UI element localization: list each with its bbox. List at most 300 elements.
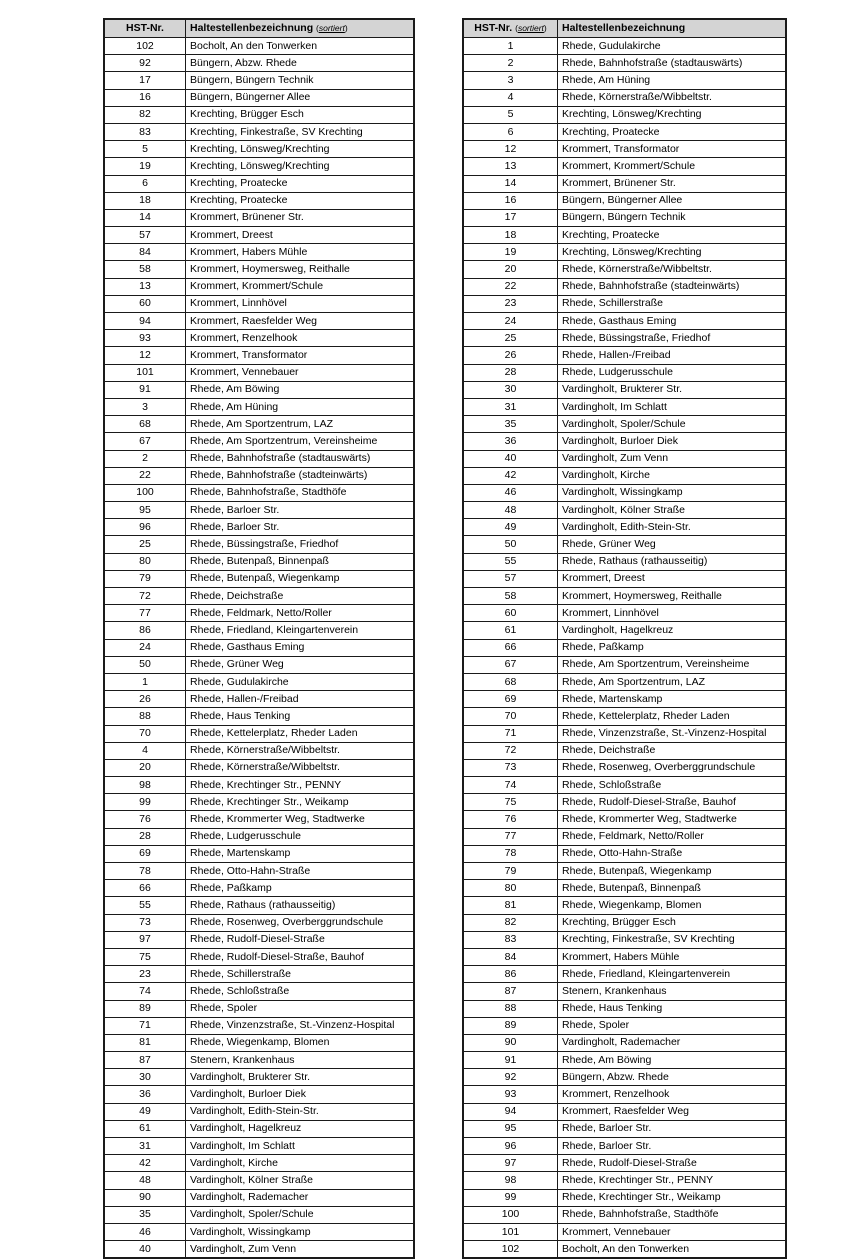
table-row[interactable] — [463, 639, 786, 656]
table-row[interactable] — [463, 777, 786, 794]
cell-hst-nr: 75 — [463, 794, 558, 811]
cell-hst-nr: 96 — [463, 1138, 558, 1155]
table-row[interactable] — [463, 1172, 786, 1189]
table-row[interactable] — [463, 175, 786, 192]
cell-hst-nr: 97 — [104, 931, 186, 948]
table-row[interactable] — [463, 1052, 786, 1069]
table-row[interactable] — [463, 55, 786, 72]
table-row[interactable] — [104, 691, 414, 708]
table-row[interactable] — [463, 931, 786, 948]
cell-hst-nr: 79 — [463, 863, 558, 880]
table-row[interactable] — [463, 330, 786, 347]
table-body — [104, 38, 414, 1259]
cell-stop-name: Rhede, Ludgerusschule — [186, 828, 415, 845]
table-row[interactable] — [463, 725, 786, 742]
table-row[interactable] — [104, 1155, 414, 1172]
cell-stop-name: Krommert, Transformator — [186, 347, 415, 364]
table-row[interactable] — [104, 622, 414, 639]
cell-hst-nr: 46 — [463, 484, 558, 501]
table-row[interactable] — [104, 106, 414, 123]
cell-hst-nr: 99 — [463, 1189, 558, 1206]
table-row[interactable] — [463, 673, 786, 690]
cell-hst-nr: 19 — [463, 244, 558, 261]
cell-stop-name: Krommert, Renzelhook — [186, 330, 415, 347]
table-row[interactable] — [463, 536, 786, 553]
cell-stop-name: Rhede, Friedland, Kleingartenverein — [186, 622, 415, 639]
table-row[interactable] — [463, 381, 786, 398]
cell-stop-name: Rhede, Otto-Hahn-Straße — [186, 863, 415, 880]
column-header-hst-nr[interactable] — [104, 19, 186, 38]
table-row[interactable] — [104, 278, 414, 295]
cell-hst-nr: 19 — [104, 158, 186, 175]
table-row[interactable] — [463, 1069, 786, 1086]
table-row[interactable] — [463, 622, 786, 639]
table-row[interactable] — [104, 55, 414, 72]
column-header-stop-name-sorted-note: (sortiert) — [316, 23, 348, 33]
cell-stop-name: Büngern, Büngern Technik — [186, 72, 415, 89]
cell-stop-name: Rhede, Paßkamp — [558, 639, 787, 656]
table-row[interactable] — [463, 948, 786, 965]
cell-stop-name: Krommert, Dreest — [186, 227, 415, 244]
cell-stop-name: Rhede, Gudulakirche — [558, 38, 787, 55]
cell-stop-name: Rhede, Am Sportzentrum, Vereinsheime — [186, 433, 415, 450]
cell-hst-nr: 74 — [104, 983, 186, 1000]
cell-stop-name: Krommert, Linnhövel — [186, 295, 415, 312]
cell-stop-name: Krechting, Lönsweg/Krechting — [558, 244, 787, 261]
table-row[interactable] — [104, 244, 414, 261]
table-row[interactable] — [104, 1000, 414, 1017]
cell-stop-name: Rhede, Krechtinger Str., PENNY — [558, 1172, 787, 1189]
cell-hst-nr: 89 — [463, 1017, 558, 1034]
cell-stop-name: Bocholt, An den Tonwerken — [558, 1241, 787, 1259]
cell-stop-name: Rhede, Gasthaus Eming — [558, 313, 787, 330]
cell-stop-name: Vardingholt, Hagelkreuz — [558, 622, 787, 639]
cell-hst-nr: 90 — [463, 1034, 558, 1051]
cell-hst-nr: 31 — [463, 398, 558, 415]
cell-stop-name: Vardingholt, Edith-Stein-Str. — [558, 519, 787, 536]
cell-stop-name: Rhede, Rathaus (rathausseitig) — [558, 553, 787, 570]
cell-stop-name: Krechting, Lönsweg/Krechting — [186, 141, 415, 158]
table-row[interactable] — [104, 141, 414, 158]
cell-stop-name: Vardingholt, Spoler/Schule — [558, 416, 787, 433]
table-row[interactable] — [104, 467, 414, 484]
cell-stop-name: Rhede, Büssingstraße, Friedhof — [186, 536, 415, 553]
table-row[interactable] — [463, 433, 786, 450]
table-row[interactable] — [104, 1017, 414, 1034]
cell-hst-nr: 13 — [104, 278, 186, 295]
table-row[interactable] — [104, 570, 414, 587]
cell-hst-nr: 70 — [104, 725, 186, 742]
cell-hst-nr: 55 — [463, 553, 558, 570]
cell-stop-name: Rhede, Krommerter Weg, Stadtwerke — [186, 811, 415, 828]
cell-stop-name: Rhede, Barloer Str. — [186, 519, 415, 536]
cell-stop-name: Krommert, Vennebauer — [558, 1223, 787, 1240]
cell-hst-nr: 84 — [104, 244, 186, 261]
cell-stop-name: Rhede, Rudolf-Diesel-Straße, Bauhof — [558, 794, 787, 811]
cell-hst-nr: 35 — [104, 1206, 186, 1223]
table-row[interactable] — [463, 123, 786, 140]
table-row[interactable] — [463, 1103, 786, 1120]
table-row[interactable] — [104, 536, 414, 553]
cell-stop-name: Rhede, Rudolf-Diesel-Straße — [186, 931, 415, 948]
table-row[interactable] — [104, 1052, 414, 1069]
table-row[interactable] — [463, 966, 786, 983]
table-row[interactable] — [104, 38, 414, 55]
table-row[interactable] — [463, 553, 786, 570]
table-row[interactable] — [104, 158, 414, 175]
table-row[interactable] — [104, 1120, 414, 1137]
cell-hst-nr: 5 — [463, 106, 558, 123]
cell-stop-name: Krechting, Proatecke — [186, 192, 415, 209]
table-row[interactable] — [463, 897, 786, 914]
table-row[interactable] — [463, 863, 786, 880]
cell-hst-nr: 71 — [104, 1017, 186, 1034]
table-row[interactable] — [463, 261, 786, 278]
table-row[interactable] — [104, 1189, 414, 1206]
column-header-hst-nr-label: HST-Nr. — [126, 22, 164, 34]
cell-hst-nr: 25 — [463, 330, 558, 347]
table-row[interactable] — [463, 1138, 786, 1155]
cell-hst-nr: 82 — [463, 914, 558, 931]
cell-hst-nr: 99 — [104, 794, 186, 811]
table-row[interactable] — [104, 1206, 414, 1223]
header-row — [104, 19, 414, 38]
cell-hst-nr: 100 — [104, 484, 186, 501]
table-row[interactable] — [463, 605, 786, 622]
cell-stop-name: Rhede, Krechtinger Str., PENNY — [186, 777, 415, 794]
cell-stop-name: Rhede, Martenskamp — [186, 845, 415, 862]
cell-stop-name: Rhede, Bahnhofstraße, Stadthöfe — [558, 1206, 787, 1223]
table-row[interactable] — [104, 794, 414, 811]
cell-hst-nr: 35 — [463, 416, 558, 433]
cell-hst-nr: 46 — [104, 1223, 186, 1240]
table-row[interactable] — [463, 158, 786, 175]
table-row[interactable] — [463, 450, 786, 467]
table-row[interactable] — [463, 347, 786, 364]
table-row[interactable] — [463, 398, 786, 415]
table-row[interactable] — [104, 1086, 414, 1103]
cell-stop-name: Krechting, Brügger Esch — [558, 914, 787, 931]
table-header — [463, 19, 786, 38]
table-row[interactable] — [104, 863, 414, 880]
table-row[interactable] — [104, 1103, 414, 1120]
table-row[interactable] — [463, 1034, 786, 1051]
cell-stop-name: Bocholt, An den Tonwerken — [186, 38, 415, 55]
cell-hst-nr: 101 — [104, 364, 186, 381]
table-row[interactable] — [463, 244, 786, 261]
table-row[interactable] — [463, 278, 786, 295]
cell-stop-name: Rhede, Ludgerusschule — [558, 364, 787, 381]
cell-hst-nr: 18 — [104, 192, 186, 209]
cell-hst-nr: 71 — [463, 725, 558, 742]
cell-hst-nr: 91 — [463, 1052, 558, 1069]
table-row[interactable] — [463, 1120, 786, 1137]
cell-hst-nr: 68 — [463, 673, 558, 690]
table-row[interactable] — [104, 347, 414, 364]
table-row[interactable] — [104, 261, 414, 278]
cell-hst-nr: 75 — [104, 948, 186, 965]
table-row[interactable] — [104, 89, 414, 106]
table-row[interactable] — [104, 313, 414, 330]
table-row[interactable] — [463, 570, 786, 587]
cell-stop-name: Rhede, Am Sportzentrum, LAZ — [186, 416, 415, 433]
table-row[interactable] — [463, 1241, 786, 1259]
cell-hst-nr: 97 — [463, 1155, 558, 1172]
cell-stop-name: Rhede, Rudolf-Diesel-Straße — [558, 1155, 787, 1172]
table-row[interactable] — [104, 588, 414, 605]
cell-hst-nr: 5 — [104, 141, 186, 158]
table-row[interactable] — [104, 1069, 414, 1086]
cell-hst-nr: 31 — [104, 1138, 186, 1155]
table-row[interactable] — [104, 123, 414, 140]
cell-hst-nr: 1 — [104, 673, 186, 690]
cell-stop-name: Büngern, Büngerner Allee — [186, 89, 415, 106]
column-header-hst-nr[interactable] — [463, 19, 558, 38]
cell-stop-name: Rhede, Am Hüning — [558, 72, 787, 89]
table-row[interactable] — [104, 450, 414, 467]
cell-hst-nr: 78 — [463, 845, 558, 862]
cell-hst-nr: 22 — [104, 467, 186, 484]
table-row[interactable] — [104, 330, 414, 347]
table-row[interactable] — [463, 1017, 786, 1034]
table-row[interactable] — [104, 227, 414, 244]
table-row[interactable] — [104, 656, 414, 673]
cell-stop-name: Vardingholt, Kirche — [186, 1155, 415, 1172]
cell-stop-name: Rhede, Krommerter Weg, Stadtwerke — [558, 811, 787, 828]
cell-hst-nr: 79 — [104, 570, 186, 587]
cell-hst-nr: 94 — [463, 1103, 558, 1120]
cell-hst-nr: 12 — [104, 347, 186, 364]
cell-stop-name: Krommert, Brünener Str. — [186, 209, 415, 226]
table-row[interactable] — [104, 1172, 414, 1189]
table-row[interactable] — [463, 691, 786, 708]
cell-stop-name: Krommert, Brünener Str. — [558, 175, 787, 192]
table-row[interactable] — [104, 845, 414, 862]
cell-hst-nr: 58 — [463, 588, 558, 605]
cell-hst-nr: 14 — [463, 175, 558, 192]
cell-hst-nr: 78 — [104, 863, 186, 880]
cell-stop-name: Rhede, Krechtinger Str., Weikamp — [558, 1189, 787, 1206]
table-row[interactable] — [463, 742, 786, 759]
table-row[interactable] — [463, 227, 786, 244]
table-row[interactable] — [463, 416, 786, 433]
cell-hst-nr: 3 — [463, 72, 558, 89]
table-row[interactable] — [104, 897, 414, 914]
cell-hst-nr: 87 — [104, 1052, 186, 1069]
table-row[interactable] — [463, 467, 786, 484]
cell-hst-nr: 69 — [463, 691, 558, 708]
table-row[interactable] — [104, 811, 414, 828]
table-row[interactable] — [463, 914, 786, 931]
table-row[interactable] — [104, 1138, 414, 1155]
table-row[interactable] — [463, 192, 786, 209]
table-row[interactable] — [104, 914, 414, 931]
table-row[interactable] — [463, 1086, 786, 1103]
table-row[interactable] — [463, 295, 786, 312]
table-row[interactable] — [463, 106, 786, 123]
table-row[interactable] — [463, 72, 786, 89]
table-row[interactable] — [463, 1189, 786, 1206]
cell-stop-name: Krommert, Krommert/Schule — [186, 278, 415, 295]
cell-stop-name: Rhede, Schloßstraße — [186, 983, 415, 1000]
cell-stop-name: Rhede, Grüner Weg — [186, 656, 415, 673]
cell-hst-nr: 2 — [463, 55, 558, 72]
table-row[interactable] — [463, 708, 786, 725]
cell-hst-nr: 16 — [463, 192, 558, 209]
cell-stop-name: Rhede, Spoler — [558, 1017, 787, 1034]
cell-stop-name: Rhede, Am Sportzentrum, Vereinsheime — [558, 656, 787, 673]
cell-hst-nr: 60 — [104, 295, 186, 312]
cell-hst-nr: 82 — [104, 106, 186, 123]
cell-hst-nr: 17 — [104, 72, 186, 89]
table-row[interactable] — [104, 777, 414, 794]
table-row[interactable] — [104, 295, 414, 312]
table-row[interactable] — [104, 72, 414, 89]
cell-hst-nr: 36 — [104, 1086, 186, 1103]
table-row[interactable] — [463, 794, 786, 811]
table-row[interactable] — [104, 983, 414, 1000]
cell-stop-name: Krommert, Krommert/Schule — [558, 158, 787, 175]
table-row[interactable] — [463, 141, 786, 158]
table-row[interactable] — [104, 880, 414, 897]
cell-hst-nr: 36 — [463, 433, 558, 450]
cell-stop-name: Rhede, Barloer Str. — [558, 1138, 787, 1155]
cell-stop-name: Vardingholt, Zum Venn — [186, 1241, 415, 1259]
cell-stop-name: Krechting, Proatecke — [558, 227, 787, 244]
stops-table-sorted-by-number — [462, 18, 787, 1259]
cell-stop-name: Vardingholt, Wissingkamp — [558, 484, 787, 501]
table-row[interactable] — [463, 1000, 786, 1017]
cell-stop-name: Krommert, Hoymersweg, Reithalle — [186, 261, 415, 278]
table-row[interactable] — [104, 192, 414, 209]
table-row[interactable] — [104, 708, 414, 725]
cell-hst-nr: 2 — [104, 450, 186, 467]
cell-hst-nr: 89 — [104, 1000, 186, 1017]
cell-stop-name: Vardingholt, Kirche — [558, 467, 787, 484]
cell-hst-nr: 24 — [463, 313, 558, 330]
cell-stop-name: Rhede, Martenskamp — [558, 691, 787, 708]
table-row[interactable] — [104, 364, 414, 381]
table-row[interactable] — [104, 948, 414, 965]
cell-stop-name: Rhede, Rudolf-Diesel-Straße, Bauhof — [186, 948, 415, 965]
table-row[interactable] — [463, 828, 786, 845]
cell-stop-name: Vardingholt, Wissingkamp — [186, 1223, 415, 1240]
table-row[interactable] — [104, 398, 414, 415]
table-row[interactable] — [104, 1034, 414, 1051]
cell-hst-nr: 60 — [463, 605, 558, 622]
table-row[interactable] — [104, 553, 414, 570]
cell-stop-name: Rhede, Spoler — [186, 1000, 415, 1017]
cell-hst-nr: 95 — [463, 1120, 558, 1137]
cell-hst-nr: 40 — [463, 450, 558, 467]
table-row[interactable] — [463, 502, 786, 519]
column-header-stop-name[interactable] — [186, 19, 415, 38]
table-row[interactable] — [463, 209, 786, 226]
table-row[interactable] — [463, 1223, 786, 1240]
table-row[interactable] — [104, 725, 414, 742]
table-row[interactable] — [463, 38, 786, 55]
cell-stop-name: Krommert, Renzelhook — [558, 1086, 787, 1103]
table-row[interactable] — [463, 1206, 786, 1223]
table-row[interactable] — [104, 175, 414, 192]
table-row[interactable] — [104, 605, 414, 622]
cell-stop-name: Büngern, Büngern Technik — [558, 209, 787, 226]
cell-stop-name: Rhede, Butenpaß, Wiegenkamp — [558, 863, 787, 880]
table-row[interactable] — [463, 983, 786, 1000]
cell-hst-nr: 102 — [463, 1241, 558, 1259]
table-row[interactable] — [463, 1155, 786, 1172]
cell-hst-nr: 72 — [104, 588, 186, 605]
cell-hst-nr: 84 — [463, 948, 558, 965]
cell-hst-nr: 22 — [463, 278, 558, 295]
table-row[interactable] — [463, 313, 786, 330]
table-row[interactable] — [104, 502, 414, 519]
table-row[interactable] — [104, 639, 414, 656]
table-row[interactable] — [104, 416, 414, 433]
cell-hst-nr: 28 — [463, 364, 558, 381]
table-row[interactable] — [104, 484, 414, 501]
cell-stop-name: Büngern, Abzw. Rhede — [186, 55, 415, 72]
table-row[interactable] — [104, 1241, 414, 1259]
table-row[interactable] — [463, 519, 786, 536]
table-row[interactable] — [463, 759, 786, 776]
cell-stop-name: Rhede, Büssingstraße, Friedhof — [558, 330, 787, 347]
table-row[interactable] — [104, 209, 414, 226]
cell-hst-nr: 72 — [463, 742, 558, 759]
cell-stop-name: Krommert, Linnhövel — [558, 605, 787, 622]
cell-stop-name: Vardingholt, Brukterer Str. — [558, 381, 787, 398]
cell-stop-name: Rhede, Gasthaus Eming — [186, 639, 415, 656]
cell-stop-name: Krommert, Transformator — [558, 141, 787, 158]
table-row[interactable] — [463, 811, 786, 828]
table-row[interactable] — [104, 519, 414, 536]
table-row[interactable] — [104, 931, 414, 948]
cell-hst-nr: 94 — [104, 313, 186, 330]
table-row[interactable] — [104, 1223, 414, 1240]
table-row[interactable] — [463, 89, 786, 106]
table-row[interactable] — [104, 828, 414, 845]
cell-hst-nr: 26 — [463, 347, 558, 364]
table-row[interactable] — [104, 381, 414, 398]
table-row[interactable] — [463, 588, 786, 605]
cell-hst-nr: 24 — [104, 639, 186, 656]
cell-hst-nr: 4 — [463, 89, 558, 106]
table-row[interactable] — [104, 433, 414, 450]
table-row[interactable] — [104, 966, 414, 983]
table-row[interactable] — [463, 364, 786, 381]
table-row[interactable] — [104, 742, 414, 759]
cell-hst-nr: 93 — [104, 330, 186, 347]
cell-stop-name: Vardingholt, Burloer Diek — [558, 433, 787, 450]
table-row[interactable] — [463, 880, 786, 897]
table-row[interactable] — [104, 759, 414, 776]
cell-hst-nr: 92 — [463, 1069, 558, 1086]
table-row[interactable] — [104, 673, 414, 690]
cell-stop-name: Rhede, Schloßstraße — [558, 777, 787, 794]
cell-stop-name: Vardingholt, Brukterer Str. — [186, 1069, 415, 1086]
cell-stop-name: Rhede, Barloer Str. — [186, 502, 415, 519]
cell-hst-nr: 6 — [463, 123, 558, 140]
table-row[interactable] — [463, 656, 786, 673]
table-row[interactable] — [463, 484, 786, 501]
cell-hst-nr: 87 — [463, 983, 558, 1000]
cell-stop-name: Rhede, Rosenweg, Overberggrundschule — [186, 914, 415, 931]
cell-stop-name: Krechting, Proatecke — [186, 175, 415, 192]
cell-hst-nr: 86 — [463, 966, 558, 983]
cell-stop-name: Vardingholt, Im Schlatt — [558, 398, 787, 415]
table-row[interactable] — [463, 845, 786, 862]
column-header-stop-name[interactable] — [558, 19, 787, 38]
